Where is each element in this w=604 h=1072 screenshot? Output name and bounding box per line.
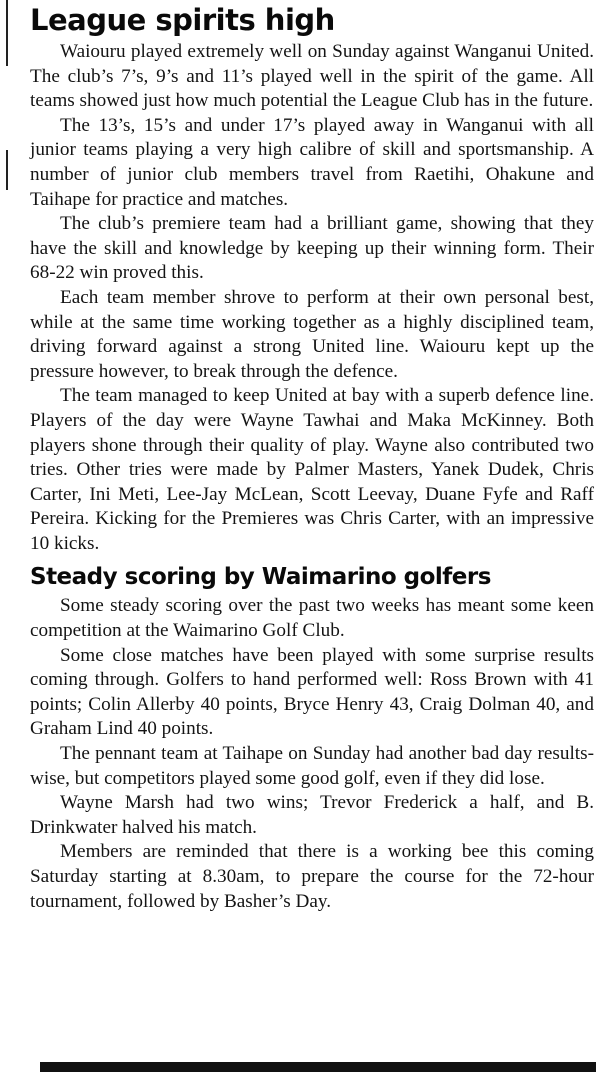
article-golf — [30, 562, 594, 914]
column-rule — [6, 0, 8, 66]
paragraph: Members are reminded that there is a working bee this coming Saturday starting at 8.30am, to prepare the course for the 72-hour tournament, followed by Basher’s Day. — [30, 841, 594, 912]
paragraph: Some close matches have been played with some surprise results coming through. Golfers to hand performed well: Ross Brown with 41 points; Colin Allerby 40 points, Bryce Henry 43, Craig Dolman 40, and Graham Lind 40 points. — [30, 644, 594, 740]
paragraph: The pennant team at Taihape on Sunday had another bad day results-wise, but competitors played some good golf, even if they did lose. — [30, 743, 594, 789]
paragraph: The club’s premiere team had a brilliant game, showing that they have the skill and knowledge by keeping up their winning form. Their 68-22 win proved this. — [30, 213, 594, 284]
paragraph: The team managed to keep United at bay with a superb defence line. Players of the day were Wayne Tawhai and Maka McKinney. Both players shone through their quality of play. Wayne also contributed two tries. Other tries were made by Palmer Masters, Yanek Dudek, Chris Carter, Ini Meti, Lee-Jay McLean, Scott Leevay, Duane Fyfe and Raff Pereira. Kicking for the Premieres was Chris Carter, with an impressive 10 kicks. — [30, 385, 594, 554]
paragraph: The 13’s, 15’s and under 17’s played away in Wanganui with all junior teams playing a very high calibre of skill and sportsmanship. A number of junior club members travel from Raetihi, Ohakune and Taihape for practice and matches. — [30, 114, 594, 210]
article-league — [30, 2, 594, 556]
paragraph: Waiouru played extremely well on Sunday against Wanganui United. The club’s 7’s, 9’s and 11’s played well in the spirit of the game. All teams showed just how much potential the League Club has in the future. — [30, 41, 594, 112]
paragraph: Wayne Marsh had two wins; Trevor Frederick a half, and B. Drinkwater halved his match. — [30, 792, 594, 838]
paragraph: Each team member shrove to perform at their own personal best, while at the same time working together as a highly disciplined team, driving forward against a strong United line. Waiouru kept up the pressure however, to break through the defence. — [30, 286, 594, 382]
column-rule-mark — [6, 150, 8, 190]
headline-league: League spirits high — [30, 3, 335, 37]
headline-golf: Steady scoring by Waimarino golfers — [30, 564, 491, 591]
bottom-rule — [40, 1062, 596, 1072]
article-column — [30, 2, 594, 914]
paragraph: Some steady scoring over the past two weeks has meant some keen competition at the Waimarino Golf Club. — [30, 595, 594, 642]
